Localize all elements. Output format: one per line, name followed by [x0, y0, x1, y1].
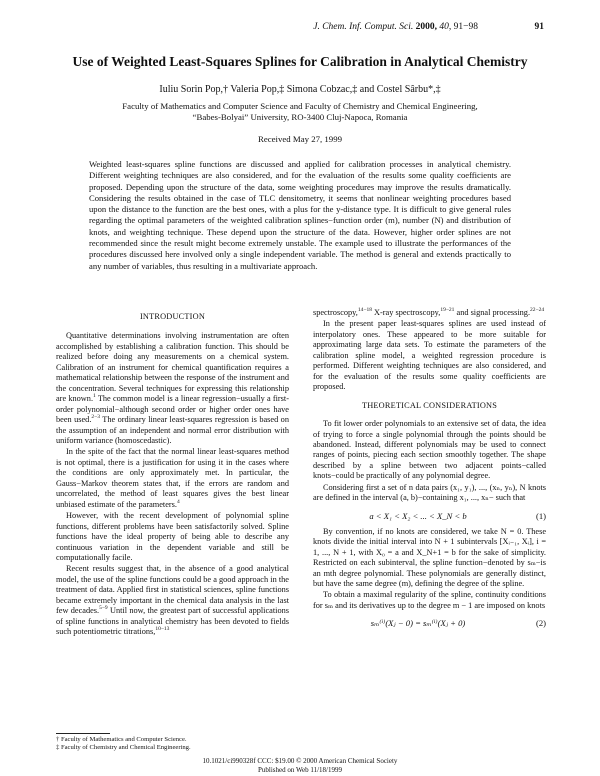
affiliation [60, 101, 540, 123]
footnote-2: ‡ Faculty of Chemistry and Chemical Engineering. [56, 744, 191, 751]
right-column [313, 308, 546, 634]
received-date: Received May 27, 1999 [257, 134, 343, 144]
intro-p4-text: Recent results suggest that, in the absence of a good analytical model, the use of the spline functions could be a good approach in the treatment of data. Applied first in statistical sciences, spline functions became extremely important in the chemical data analysis in the last few decades. [56, 564, 289, 616]
theory-paragraph-4: To obtain a maximal regularity of the spline, continuity conditions for sₘ and its derivatives up to the degree m − 1 are imposed on knots [313, 590, 546, 610]
intro-p1-text-c: The ordinary linear least-squares regression is based on the assumption of an independent and normal error distribution with uniform variance (homoscedastic). [56, 415, 289, 445]
ref-citation[interactable]: 2−3 [91, 414, 100, 421]
page-number: 91 [534, 22, 544, 32]
ref-citation[interactable]: 5−9 [99, 605, 108, 612]
ref-citation[interactable]: 22−24 [530, 307, 545, 313]
author-list: Iuliu Sorin Pop,† Valeria Pop,‡ Simona Cobzac,‡ and Costel Sârbu*,‡ [159, 84, 441, 95]
equation-2 [313, 612, 546, 634]
theory-paragraph-1: To fit lower order polynomials to an extensive set of data, the idea of trying to force a single polynomial through the points should be abandoned. Instead, different polynomials may be used to connect ranges of points, piecing each section smoothly together. The shape described by a spline between two adjacent points−called knots−could be practically of any polynomial degree. [313, 419, 546, 481]
intro-paragraph-1 [56, 331, 289, 446]
intro-paragraph-4 [56, 564, 289, 637]
equation-2-number: (2) [535, 618, 546, 629]
equation-1-body: a < X₁ < X₂ < ... < X_N < b [369, 510, 467, 521]
journal-year: 2000, [415, 22, 438, 32]
theory-paragraph-2: Considering first a set of n data pairs (x₁, y₁), ..., (xₙ, yₙ), N knots are defined in the interval (a, b)−containing x₁, ..., xₙ− such that [313, 482, 546, 503]
footnote-1: † Faculty of Mathematics and Computer Science. [56, 736, 187, 743]
continued-paragraph [313, 308, 546, 318]
ref-citation[interactable]: 19−21 [440, 307, 455, 313]
footer-doi: 10.1021/ci990328f CCC: $19.00 © 2000 American Chemical Society [202, 757, 398, 765]
article-title: Use of Weighted Least-Squares Splines for Calibration in Analytical Chemistry [72, 54, 528, 69]
theory-paragraph-3: By convention, if no knots are considered, we take N = 0. These knots divide the initial interval into N + 1 subintervals [Xᵢ₋₁, Xᵢ], i = 1, ..., N + 1, with X₀ = a and X_N+1 = b for the sake of simplicity. Restricted on each subinterval, the spline function−denoted by sₘ−is an mth degree polynomial. These polynomials are generally distinct, but have the same degree (m), defining the degree of the spline. [313, 526, 546, 588]
journal-volume: 40, [439, 22, 452, 32]
journal-header [0, 22, 478, 32]
abstract: Weighted least-squares spline functions are discussed and applied for calibration processes in analytical chemistry. Different weighting techniques are also considered, and for the evaluation of the results some quality coefficients are proposed. Depending upon the structure of the data, some weighting procedures may improve the results dramatically. Considering the results obtained in the case of TLC densitometry, it seems that nonlinear weighting procedures based upon the distance to the function are the best ones, with a plus for the y-distance type. It is difficult to give general rules regarding the optimal parameters of the weighted calibration splines−function order (m), number (N) and distribution of knots, and weighting technique. These depend upon the structure of the data. However, higher order splines are not recommended since the result might become extremely unstable. The example used to illustrate the performances of the procedures discussed here involved only a single independent variable. The method is general and extends practically to any number of variables, thus resulting in a multivariate approach. [89, 159, 511, 271]
affiliation-line-2: “Babes-Bolyai” University, RO-3400 Cluj-Napoca, Romania [192, 112, 408, 122]
left-column [56, 312, 289, 639]
cont-text-b: X-ray spectroscopy, [371, 308, 441, 317]
right-paragraph-1: In the present paper least-squares splines are used instead of interpolatory ones. These appeared to be more suitable for approximating large data sets. To estimate the parameters of the calibration spline model, a weighted regression procedure is performed. Different weighting techniques are also considered, and for the evaluation of the results some quality coefficients are proposed. [313, 319, 546, 392]
ref-citation[interactable]: 10−13 [155, 626, 170, 633]
equation-2-body: sₘ⁽ⁱ⁾(Xⱼ − 0) = sₘ⁽ⁱ⁾(Xⱼ + 0) [370, 618, 466, 629]
cont-text: spectroscopy, [313, 308, 358, 317]
footnote-divider [56, 733, 110, 734]
intro-p2-text: In the spite of the fact that the normal linear least-squares method is not optimal, there is a justification for using it in the cases where the conditions are only approximately met. In particular, the Gauss−Markov theorem states that, if the errors are random and uncorrelated, the method of least squares gives the best linear unbiased estimate of the parameters. [56, 447, 289, 509]
footer-published: Published on Web 11/18/1999 [257, 766, 343, 774]
intro-p1-text-b: The common model is a linear regression−usually a first-order polynomial−although second order or higher order ones have been used. [56, 394, 289, 425]
equation-1 [313, 505, 546, 527]
ref-citation[interactable]: 14−18 [357, 307, 372, 313]
intro-paragraph-2 [56, 447, 289, 510]
journal-name: J. Chem. Inf. Comput. Sci. [313, 22, 414, 32]
intro-p1-text: Quantitative determinations involving instrumentation are often accomplished by establishing a calibration function. This should be realized before doing any measurements on a chemical system. Calibration of an instrument for chemical quantification requires a mathematical relationship between the response of the instrument and the concentration. Several techniques for expressing this relationship are known. [56, 331, 289, 404]
ref-citation[interactable]: 1 [93, 393, 96, 400]
ref-citation[interactable]: 4 [176, 498, 180, 505]
intro-paragraph-3: However, with the recent development of polynomial spline functions, different problems have been satisfactorily solved. Spline functions have the ideal property of being able to describe any continuous variation in the dependent variable and still be computationally facile. [56, 511, 289, 562]
affiliation-line-1: Faculty of Mathematics and Computer Science and Faculty of Chemistry and Chemical Engineering, [122, 101, 478, 111]
intro-p4-text-b: Until now, the greatest part of successful applications of spline functions in analytical chemistry has been devoted to fields such potentiometric titrations, [56, 606, 289, 637]
cont-text-c: and signal processing. [454, 308, 531, 317]
section-heading-introduction: INTRODUCTION [139, 312, 206, 321]
section-heading-theory: THEORETICAL CONSIDERATIONS [361, 400, 498, 410]
journal-pages: 91−98 [453, 22, 478, 32]
equation-1-number: (1) [535, 510, 546, 521]
